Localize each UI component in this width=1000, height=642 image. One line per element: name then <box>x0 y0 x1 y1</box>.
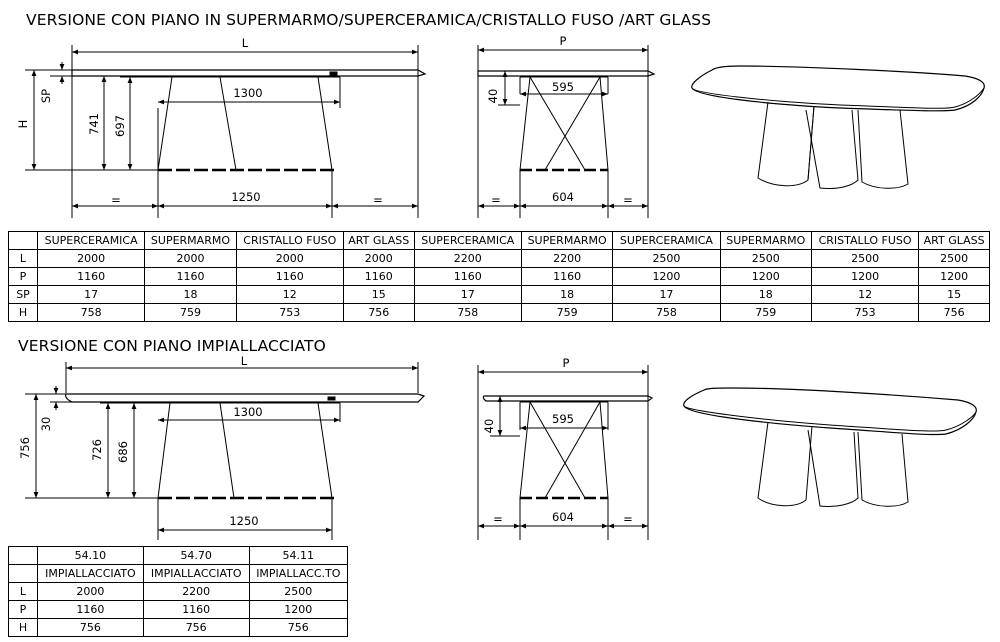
dim-P-1: P <box>559 34 567 48</box>
table-cell: 758 <box>38 304 145 322</box>
table-cell: 1200 <box>720 268 811 286</box>
table-cell: 2200 <box>414 250 521 268</box>
dim-40-1: 40 <box>486 88 500 104</box>
table-cell: 1160 <box>414 268 521 286</box>
column-header: IMPIALLACC.TO <box>249 565 347 583</box>
table-cell: 15 <box>343 286 414 304</box>
table-cell: 2200 <box>521 250 612 268</box>
dim-SP-1: SP <box>39 88 53 104</box>
section1-title: VERSIONE CON PIANO IN SUPERMARMO/SUPERCERAMICA/CRISTALLO FUSO /ART GLASS <box>26 11 712 29</box>
dim-L-2: L <box>240 354 248 368</box>
dim-1300-2: 1300 <box>233 405 263 419</box>
table-cell: 759 <box>720 304 811 322</box>
table-cell: 2500 <box>811 250 918 268</box>
model-code: 54.11 <box>249 547 347 565</box>
table-cell: 18 <box>720 286 811 304</box>
column-header: IMPIALLACCIATO <box>143 565 249 583</box>
table-cell: 2000 <box>38 250 145 268</box>
table-cell: 2500 <box>919 250 990 268</box>
table-cell: 1160 <box>145 268 236 286</box>
table-cell: 2500 <box>613 250 720 268</box>
section2-title: VERSIONE CON PIANO IMPIALLACCIATO <box>18 337 326 355</box>
dim-1250-2: 1250 <box>229 514 259 528</box>
column-header: SUPERMARMO <box>720 232 811 250</box>
table-cell: 1200 <box>919 268 990 286</box>
model-code: 54.10 <box>38 547 144 565</box>
table-cell: 2000 <box>145 250 236 268</box>
dim-eq-left-side-2: = <box>493 512 503 526</box>
column-header: SUPERCERAMICA <box>613 232 720 250</box>
table-header-row <box>9 232 990 250</box>
dim-30: 30 <box>39 416 53 432</box>
table-cell: 18 <box>521 286 612 304</box>
column-header: SUPERCERAMICA <box>414 232 521 250</box>
table-cell: 1200 <box>249 601 347 619</box>
dim-741: 741 <box>87 113 101 135</box>
dim-eq-right-1: = <box>373 193 383 207</box>
dim-eq-right-side-1: = <box>623 193 633 207</box>
row-label: H <box>9 619 38 637</box>
dim-756: 756 <box>18 437 32 459</box>
table-cell: 2500 <box>249 583 347 601</box>
table-cell: 756 <box>249 619 347 637</box>
table-row <box>9 250 990 268</box>
table-cell: 753 <box>236 304 343 322</box>
column-header: ART GLASS <box>919 232 990 250</box>
table-cell: 759 <box>145 304 236 322</box>
column-header: SUPERCERAMICA <box>38 232 145 250</box>
table-cell: 1160 <box>38 601 144 619</box>
table-corner-cell <box>9 547 38 565</box>
column-header: CRISTALLO FUSO <box>811 232 918 250</box>
table-header-row <box>9 565 348 583</box>
table-cell: 1200 <box>811 268 918 286</box>
dim-1250-1: 1250 <box>231 190 261 204</box>
dim-eq-left-side-1: = <box>491 193 501 207</box>
column-header: SUPERMARMO <box>521 232 612 250</box>
perspective-view-2 <box>684 388 977 507</box>
table-cell: 17 <box>414 286 521 304</box>
table-row <box>9 268 990 286</box>
table-row <box>9 304 990 322</box>
dim-P-2: P <box>562 356 570 370</box>
table-cell: 2500 <box>720 250 811 268</box>
table-code-row <box>9 547 348 565</box>
row-label: P <box>9 268 38 286</box>
column-header: ART GLASS <box>343 232 414 250</box>
table-cell: 12 <box>811 286 918 304</box>
table-row <box>9 601 348 619</box>
row-label: L <box>9 583 38 601</box>
table-cell: 2200 <box>143 583 249 601</box>
row-label: SP <box>9 286 38 304</box>
column-header: IMPIALLACCIATO <box>38 565 144 583</box>
table-cell: 15 <box>919 286 990 304</box>
row-label: H <box>9 304 38 322</box>
row-label: L <box>9 250 38 268</box>
table-cell: 756 <box>38 619 144 637</box>
table-cell: 2000 <box>236 250 343 268</box>
table-row <box>9 619 348 637</box>
table-cell: 17 <box>38 286 145 304</box>
table-cell: 18 <box>145 286 236 304</box>
dim-eq-right-side-2: = <box>623 512 633 526</box>
perspective-view-1 <box>692 66 985 189</box>
table-corner-cell <box>9 232 38 250</box>
table-cell: 758 <box>613 304 720 322</box>
dim-H-1: H <box>16 119 30 129</box>
dim-604-2: 604 <box>552 510 574 524</box>
model-code: 54.70 <box>143 547 249 565</box>
column-header: SUPERMARMO <box>145 232 236 250</box>
dim-1300-1: 1300 <box>233 86 263 100</box>
table-cell: 2000 <box>38 583 144 601</box>
table-row <box>9 286 990 304</box>
table-cell: 1160 <box>143 601 249 619</box>
table-cell: 756 <box>919 304 990 322</box>
table-cell: 1200 <box>613 268 720 286</box>
table-cell: 756 <box>343 304 414 322</box>
table-cell: 1160 <box>236 268 343 286</box>
dim-595-1: 595 <box>552 80 574 94</box>
dim-697: 697 <box>113 115 127 137</box>
table-cell: 759 <box>521 304 612 322</box>
table-cell: 756 <box>143 619 249 637</box>
dim-40-2: 40 <box>482 418 496 434</box>
table-cell: 2000 <box>343 250 414 268</box>
table-cell: 753 <box>811 304 918 322</box>
spec-table-1 <box>8 231 990 322</box>
table-cell: 17 <box>613 286 720 304</box>
table-corner-cell <box>9 565 38 583</box>
front-view-1 <box>25 45 425 218</box>
front-view-2 <box>25 362 424 540</box>
table-cell: 1160 <box>521 268 612 286</box>
dim-eq-left-1: = <box>111 193 121 207</box>
table-row <box>9 583 348 601</box>
dim-604-1: 604 <box>552 190 574 204</box>
table-cell: 12 <box>236 286 343 304</box>
table-cell: 1160 <box>343 268 414 286</box>
dim-L-1: L <box>241 36 249 50</box>
row-label: P <box>9 601 38 619</box>
dim-686: 686 <box>116 441 130 463</box>
table-cell: 758 <box>414 304 521 322</box>
column-header: CRISTALLO FUSO <box>236 232 343 250</box>
dim-726: 726 <box>90 439 104 461</box>
table-cell: 1160 <box>38 268 145 286</box>
spec-table-2 <box>8 546 348 637</box>
dim-595-2: 595 <box>552 412 574 426</box>
